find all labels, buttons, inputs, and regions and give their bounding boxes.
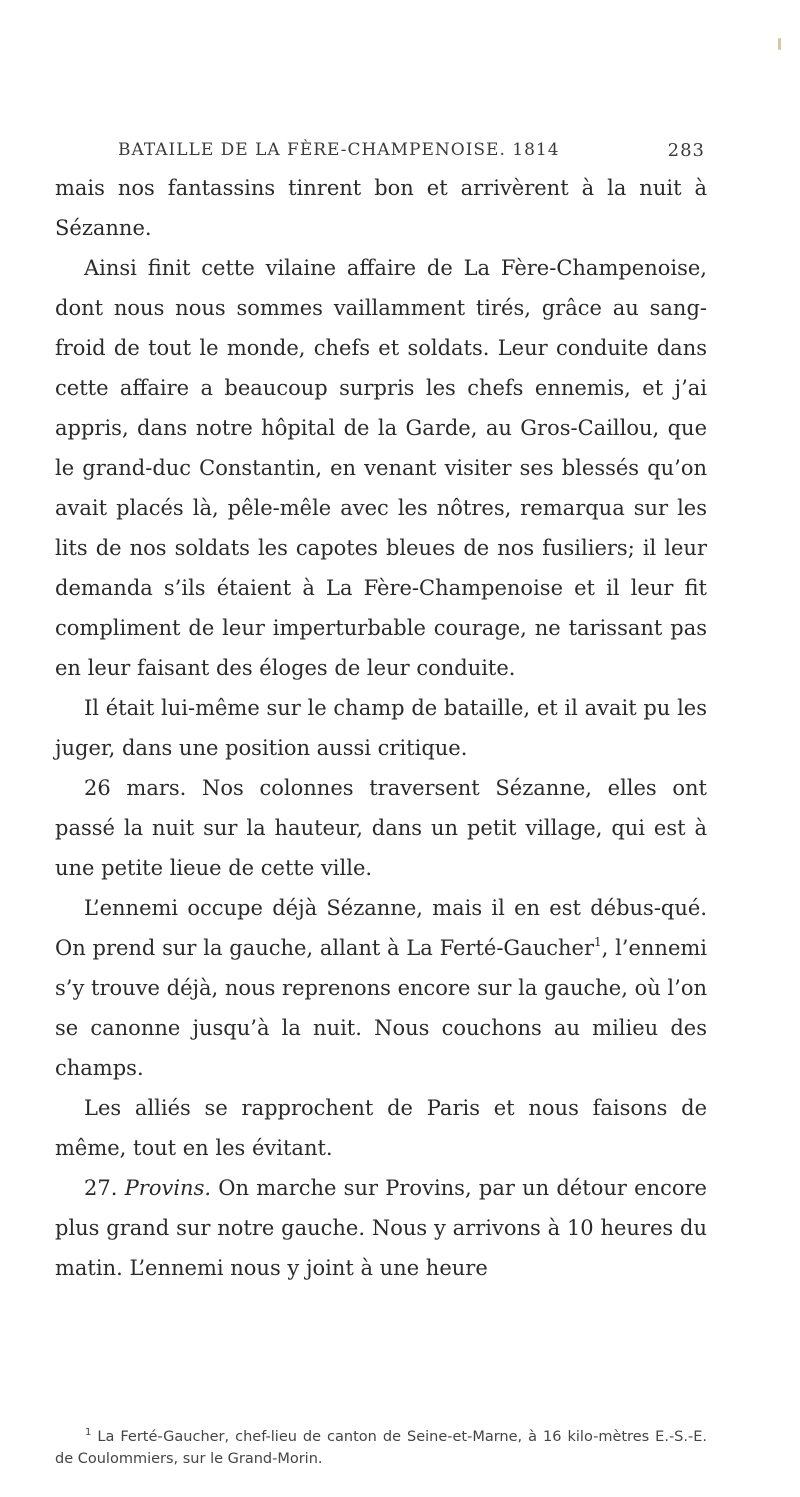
paragraph-sezanne [55, 888, 707, 1088]
date-label: 27. [84, 1176, 118, 1200]
paragraph-continuation: mais nos fantassins tinrent bon et arrivèrent à la nuit à Sézanne. [55, 176, 707, 240]
footnote-text: La Ferté-Gaucher, chef-lieu de canton de Seine-et-Marne, à 16 kilo-mètres E.-S.-E. de Coulommiers, sur le Grand-Morin. [55, 1429, 708, 1467]
footnote-paragraph [55, 1426, 707, 1470]
scan-artifact [778, 38, 781, 50]
paragraph-allies: Les alliés se rapprochent de Paris et nous faisons de même, tout en les évitant. [55, 1096, 707, 1160]
paragraph-26-mars: 26 mars. Nos colonnes traversent Sézanne, elles ont passé la nuit sur la hauteur, dans un petit village, qui est à une petite lieue de cette ville. [55, 776, 707, 880]
footnote-reference: 1 [594, 935, 602, 949]
paragraph-sezanne-text: L’ennemi occupe déjà Sézanne, mais il en est débus-qué. On prend sur la gauche, allant à La Ferté-Gaucher [55, 896, 707, 960]
main-text [55, 168, 707, 1288]
page-number: 283 [667, 140, 705, 161]
place-label: Provins. [124, 1176, 212, 1200]
footnote-marker: 1 [85, 1427, 92, 1438]
paragraph-sezanne-text-cont: , l’ennemi s’y trouve déjà, nous reprenons encore sur la gauche, où l’on se canonne jusqu’à la nuit. Nous couchons au milieu des champs. [55, 936, 708, 1080]
paragraph-27-provins [55, 1168, 707, 1288]
paragraph-champ-de-bataille: Il était lui-même sur le champ de bataille, et il avait pu les juger, dans une position aussi critique. [55, 696, 707, 760]
footnote [55, 1426, 707, 1470]
running-title: BATAILLE DE LA FÈRE-CHAMPENOISE. 1814 [118, 140, 560, 160]
paragraph-provins-text: On marche sur Provins, par un détour encore plus grand sur notre gauche. Nous y arrivons à 10 heures du matin. L’ennemi nous y joint à une heure [55, 1176, 707, 1280]
paragraph-fere-champenoise: Ainsi finit cette vilaine affaire de La Fère-Champenoise, dont nous nous sommes vaillamment tirés, grâce au sang-froid de tout le monde, chefs et soldats. Leur conduite dans cette affaire a beaucoup surpris les chefs ennemis, et j’ai appris, dans notre hôpital de la Garde, au Gros-Caillou, que le grand-duc Constantin, en venant visiter ses blessés qu’on avait placés là, pêle-mêle avec les nôtres, remarqua sur les lits de nos soldats les capotes bleues de nos fusiliers; il leur demanda s’ils étaient à La Fère-Champenoise et il leur fit compliment de leur imperturbable courage, ne tarissant pas en leur faisant des éloges de leur conduite. [55, 256, 707, 680]
running-head [118, 140, 705, 164]
